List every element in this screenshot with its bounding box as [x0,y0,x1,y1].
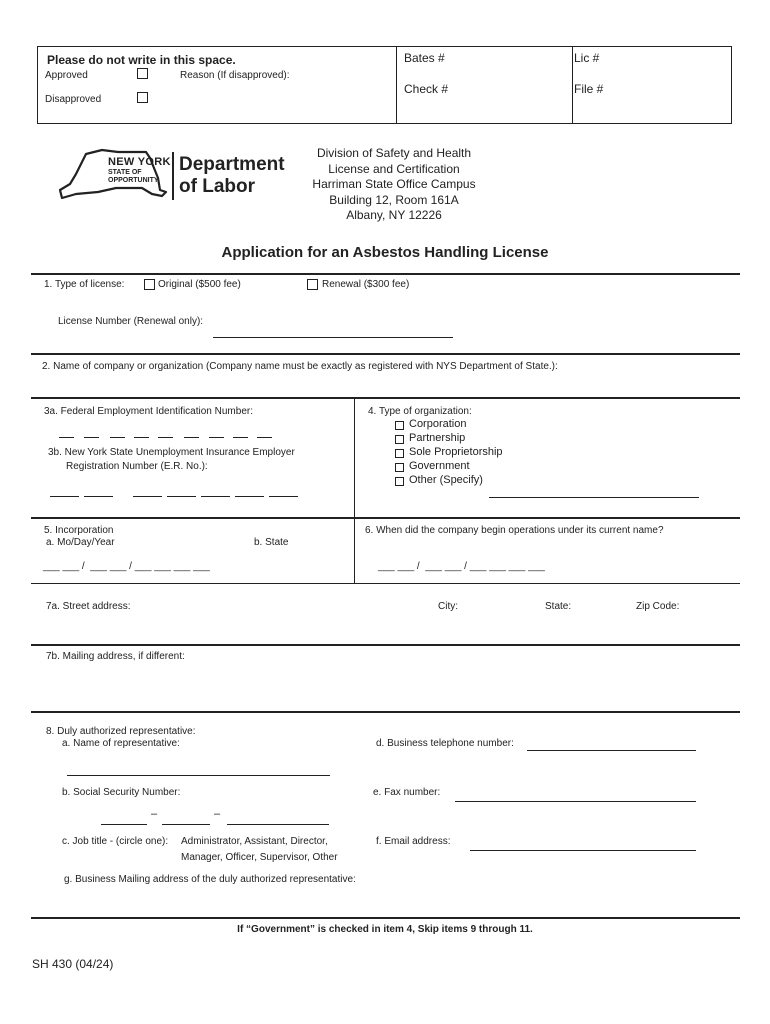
address-line-3: Harriman State Office Campus [312,177,476,191]
original-label: Original ($500 fee) [158,279,241,290]
ssn-label: b. Social Security Number: [62,787,181,798]
incorporation-label: 5. Incorporation [44,525,114,536]
er-number-label-1: 3b. New York State Unemployment Insurance Employer [48,447,295,458]
original-checkbox[interactable] [144,279,155,290]
corporation-checkbox[interactable] [395,421,404,430]
government-skip-note: If “Government” is checked in item 4, Skip items 9 through 11. [237,924,533,935]
renewal-checkbox[interactable] [307,279,318,290]
incorporation-state-label: b. State [254,537,289,548]
renewal-label: Renewal ($300 fee) [322,279,410,290]
operations-start-label: 6. When did the company begin operations under its current name? [365,525,664,536]
company-name-label: 2. Name of company or organization (Company name must be exactly as registered with NYS Department of State.): [42,361,558,372]
street-address-label: 7a. Street address: [46,601,131,612]
disapproved-checkbox[interactable] [137,92,148,103]
lic-label: Lic # [574,51,600,65]
divider [31,517,740,519]
office-use-title: Please do not write in this space. [47,53,236,67]
org-type-label: 4. Type of organization: [368,406,472,417]
state-label: State: [545,601,572,612]
other-specify-field[interactable] [489,497,699,498]
logo-department: Department [179,154,285,175]
rep-name-label: a. Name of representative: [62,738,180,749]
business-phone-label: d. Business telephone number: [376,738,514,749]
address-line-1: Division of Safety and Health [316,146,472,160]
address-line-5: Albany, NY 12226 [346,208,442,222]
business-phone-field[interactable] [527,750,696,751]
column-divider [354,398,355,583]
reason-label: Reason (If disapproved): [180,70,290,81]
license-number-label: License Number (Renewal only): [58,316,204,327]
city-label: City: [438,601,458,612]
incorporation-date-label: a. Mo/Day/Year [46,537,115,548]
divider [31,397,740,399]
job-title-options-2[interactable]: Manager, Officer, Supervisor, Other [181,852,338,863]
rep-name-field[interactable] [67,775,330,776]
bates-label: Bates # [404,51,445,65]
fein-label: 3a. Federal Employment Identification Number: [44,406,253,417]
fax-number-field[interactable] [455,801,696,802]
email-field[interactable] [470,850,696,851]
job-title-label: c. Job title - (circle one): [62,836,169,847]
authorized-rep-label: 8. Duly authorized representative: [46,726,196,737]
logo-state-sub2: OPPORTUNITY. [108,177,160,184]
logo-divider [172,152,174,200]
fax-number-label: e. Fax number: [373,787,441,798]
rep-mailing-address-label: g. Business Mailing address of the duly authorized representative: [64,874,356,885]
address-line-2: License and Certification [328,161,460,176]
zip-code-label: Zip Code: [636,601,680,612]
mailing-address-field[interactable] [46,666,726,706]
divider [31,711,740,713]
other-label: Other (Specify) [409,474,483,486]
divider [31,353,740,355]
logo-state-sub1: STATE OF [108,169,142,176]
mailing-address-label: 7b. Mailing address, if different: [46,651,185,662]
government-label: Government [409,460,470,472]
job-title-options-1[interactable]: Administrator, Assistant, Director, [181,836,328,847]
nys-logo [58,148,288,206]
file-label: File # [574,82,604,96]
logo-of-labor: of Labor [179,176,255,197]
other-checkbox[interactable] [395,477,404,486]
partnership-label: Partnership [409,432,466,444]
logo-state-name: NEW YORK [108,156,171,168]
divider [31,583,740,584]
address-line-4: Building 12, Room 161A [329,192,459,207]
er-number-label-2: Registration Number (E.R. No.): [66,461,208,472]
email-label: f. Email address: [376,836,451,847]
divider [31,917,740,919]
partnership-checkbox[interactable] [395,435,404,444]
disapproved-label: Disapproved [45,94,102,105]
operations-start-date-field[interactable]: ___ ___ / ___ ___ / ___ ___ ___ ___ [378,561,545,572]
license-number-field[interactable] [213,337,453,338]
sole-proprietorship-checkbox[interactable] [395,449,404,458]
government-checkbox[interactable] [395,463,404,472]
company-name-field[interactable] [42,374,732,396]
address-block [300,146,488,224]
check-label: Check # [404,82,449,96]
approved-label: Approved [45,70,88,81]
form-code: SH 430 (04/24) [32,957,114,971]
sole-proprietorship-label: Sole Proprietorship [409,446,503,458]
divider [31,644,740,646]
approved-checkbox[interactable] [137,68,148,79]
license-type-label: 1. Type of license: [44,279,125,290]
incorporation-date-field[interactable]: ___ ___ / ___ ___ / ___ ___ ___ ___ [43,561,210,572]
corporation-label: Corporation [409,418,467,430]
divider [31,273,740,275]
form-title: Application for an Asbestos Handling License [221,244,549,261]
